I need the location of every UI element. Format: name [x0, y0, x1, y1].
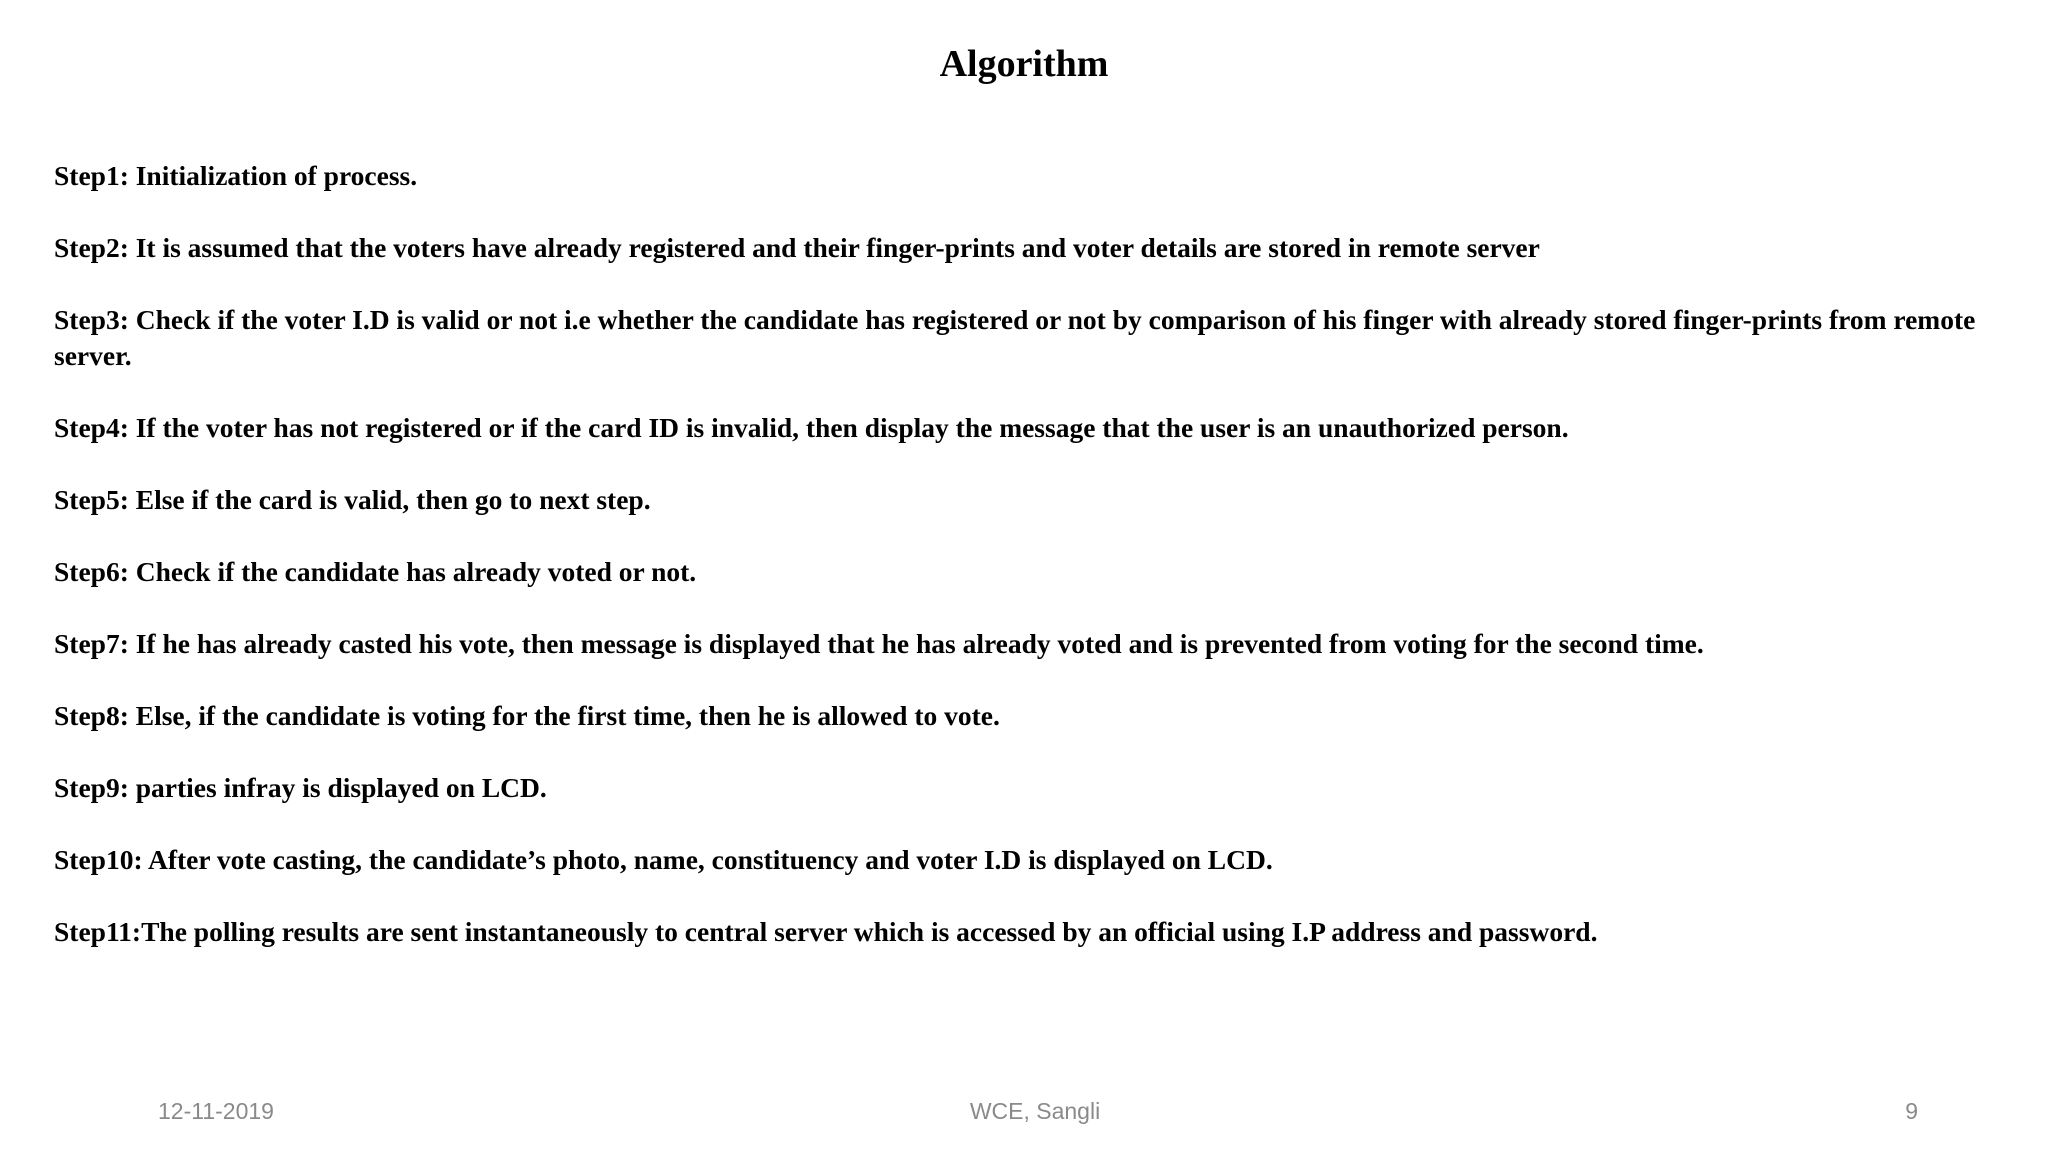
page-number: 9	[1905, 1098, 1918, 1124]
step-9: Step9: parties infray is displayed on LCD.	[54, 772, 547, 803]
step-3: Step3: Check if the voter I.D is valid or not i.e whether the candidate has registered or not by comparison of his finger with already stored finger-prints from remote server.	[54, 304, 1976, 371]
step-2: Step2: It is assumed that the voters have already registered and their finger-prints and voter details are stored in remote server	[54, 232, 1540, 263]
step-5: Step5: Else if the card is valid, then go to next step.	[54, 484, 651, 515]
step-10: Step10: After vote casting, the candidate’s photo, name, constituency and voter I.D is displayed on LCD.	[54, 844, 1273, 875]
step-11: Step11:The polling results are sent instantaneously to central server which is accessed by an official using I.P address and password.	[54, 916, 1598, 947]
step-8: Step8: Else, if the candidate is voting for the first time, then he is allowed to vote.	[54, 700, 1000, 731]
step-1: Step1: Initialization of process.	[54, 160, 418, 191]
slide-title: Algorithm	[939, 43, 1109, 85]
footer-center-text: WCE, Sangli	[969, 1098, 1101, 1124]
step-list	[54, 158, 2014, 986]
step-7: Step7: If he has already casted his vote, then message is displayed that he has already voted and is prevented from voting for the second time.	[54, 628, 1704, 659]
step-6: Step6: Check if the candidate has already voted or not.	[54, 556, 697, 587]
step-4: Step4: If the voter has not registered or if the card ID is invalid, then display the message that the user is an unauthorized person.	[54, 412, 1569, 443]
footer-date: 12-11-2019	[158, 1098, 274, 1124]
